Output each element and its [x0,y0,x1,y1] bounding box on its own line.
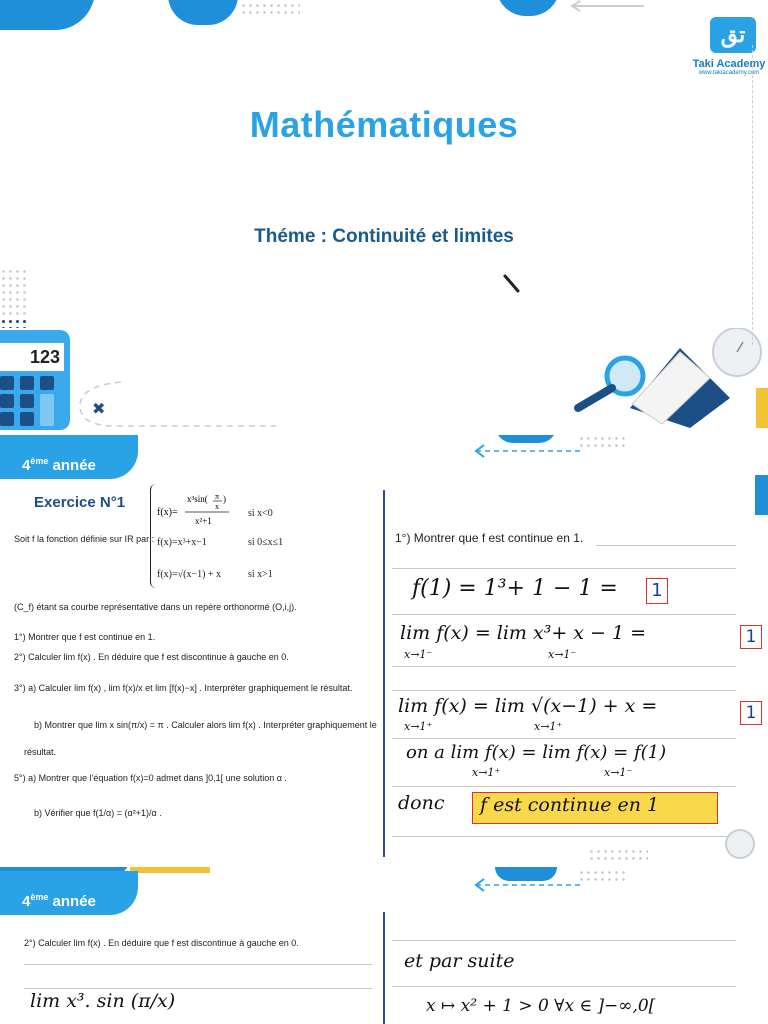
calc-key [0,376,14,390]
logo-url: www.takiacademy.com [698,70,760,76]
svg-text:x: x [215,502,219,511]
limit-subscript: x→1⁻ [404,648,433,661]
limit-subscript: x→1⁻ [548,648,577,661]
handwritten-line-1: f(1) = 1³+ 1 − 1 = [412,576,618,601]
curve-definition: (C_f) étant sa courbe représentative dans un repère orthonormé (O,i,j). [14,602,297,612]
rule-line [392,614,736,615]
decor-dots [240,2,300,16]
limit-subscript: x→1⁺ [404,720,433,733]
rule-line [392,738,736,739]
arrow-left-icon [470,877,590,893]
logo-icon: تق [710,17,756,53]
piece-2-cond: si 0≤x≤1 [248,537,284,548]
column-divider [383,912,385,1024]
grade-suffix: ème [30,892,49,902]
piece-1-expr [157,491,247,534]
grade-number: 4 [22,457,31,474]
handwritten-right-1: et par suite [404,950,515,972]
question-2-repeat: 2°) Calculer lim f(x) . En déduire que f est discontinue à gauche en 0. [24,938,299,948]
decor-blob [0,0,95,30]
calc-key [40,394,54,426]
handwritten-line-5: donc [398,792,445,814]
question-3a: 3°) a) Calculer lim f(x) , lim f(x)/x et lim [f(x)−x] . Interpréter graphiquement le résultat. [14,683,353,693]
question-3b: b) Montrer que lim x sin(π/x) = π . Calculer alors lim f(x) . Interpréter graphiquement le [34,720,377,730]
rule-line [392,666,736,667]
grade-suffix: ème [30,456,49,466]
theme-subtitle: Théme : Continuité et limites [254,226,514,247]
rule-line [24,964,372,965]
calc-key [40,376,54,390]
arrow-left-icon [470,443,590,459]
question-2: 2°) Calculer lim f(x) . En déduire que f est discontinue à gauche en 0. [14,652,289,662]
question-1: 1°) Montrer que f est continue en 1. [14,632,156,642]
decor-dots [588,848,648,862]
grade-word: année [48,893,96,910]
question-3b-end: résultat. [24,747,57,757]
exercise-title: Exercice N°1 [34,494,126,511]
decor-dots [0,318,30,328]
rule-line [392,836,736,837]
svg-text:x³sin(: x³sin( [187,494,208,504]
right-question: 1°) Montrer que f est continue en 1. [395,531,584,545]
record-button-icon [724,828,756,860]
piecewise-brace [150,484,157,588]
decor-dots [578,869,628,883]
limit-subscript: x→1⁻ [604,766,633,779]
dashed-path-decor [76,380,296,432]
handwritten-left: lim x³. sin (π/x) [30,990,176,1012]
calc-key [20,376,34,390]
svg-text:π: π [215,492,220,501]
decor-blob [495,435,557,443]
logo-name: Taki Academy [692,58,766,70]
decor-blob [168,0,238,25]
grade-word: année [48,457,96,474]
svg-text:✖: ✖ [92,399,106,418]
rule-line [392,940,736,941]
svg-text:f(x)=: f(x)= [157,507,178,518]
svg-text:): ) [223,494,226,504]
grade-number: 4 [22,893,31,910]
decor-dashed-line [752,45,768,345]
calc-key [0,412,14,426]
piece-3-expr: f(x)=√(x−1) + x [157,569,222,580]
rule-line [392,568,736,569]
boxed-value: 1 [740,625,762,649]
handwritten-line-3: lim f(x) = lim √(x−1) + x = [398,695,658,717]
decor-blob [755,475,768,515]
piece-1-formula [157,491,247,531]
handwritten-line-4: on a lim f(x) = lim f(x) = f(1) [406,742,667,763]
calculator-display: 123 [0,343,64,371]
limit-subscript: x→1⁺ [472,766,501,779]
function-intro: Soit f la fonction définie sur IR par : [14,534,155,544]
handwritten-right-2: x ↦ x² + 1 > 0 ∀x ∈ ]−∞,0[ [426,996,656,1016]
handwritten-conclusion: f est continue en 1 [480,794,660,816]
question-5b: b) Vérifier que f(1/α) = (α²+1)/α . [34,808,162,818]
rule-line [392,786,736,787]
piece-3-cond: si x>1 [248,569,273,580]
question-5a: 5°) a) Montrer que l'équation f(x)=0 admet dans ]0,1[ une solution α . [14,773,287,783]
decor-dots [0,268,30,318]
piece-2-expr: f(x)=x³+x−1 [157,537,207,548]
book-magnifier-illustration [570,328,768,432]
grade-badge [0,871,138,915]
handwritten-line-2: lim f(x) = lim x³+ x − 1 = [400,622,647,644]
page-title: Mathématiques [249,104,519,145]
boxed-value: 1 [646,578,668,604]
decor-dots [578,435,628,449]
boxed-value: 1 [740,701,762,725]
rule-line [392,690,736,691]
piece-1-cond: si x<0 [248,508,273,519]
rule-line [596,545,736,546]
decor-blob [496,0,560,16]
decor-blob [130,867,210,873]
grade-badge [0,435,138,479]
rule-line [24,988,372,989]
limit-subscript: x→1⁺ [534,720,563,733]
arrow-left-icon [566,0,646,12]
cover-slide [0,0,768,435]
calc-key [20,412,34,426]
rule-line [392,986,736,987]
pen-cursor-icon [503,274,521,294]
column-divider [383,490,385,857]
svg-text:x²+1: x²+1 [195,516,212,526]
calc-key [0,394,14,408]
calc-key [20,394,34,408]
